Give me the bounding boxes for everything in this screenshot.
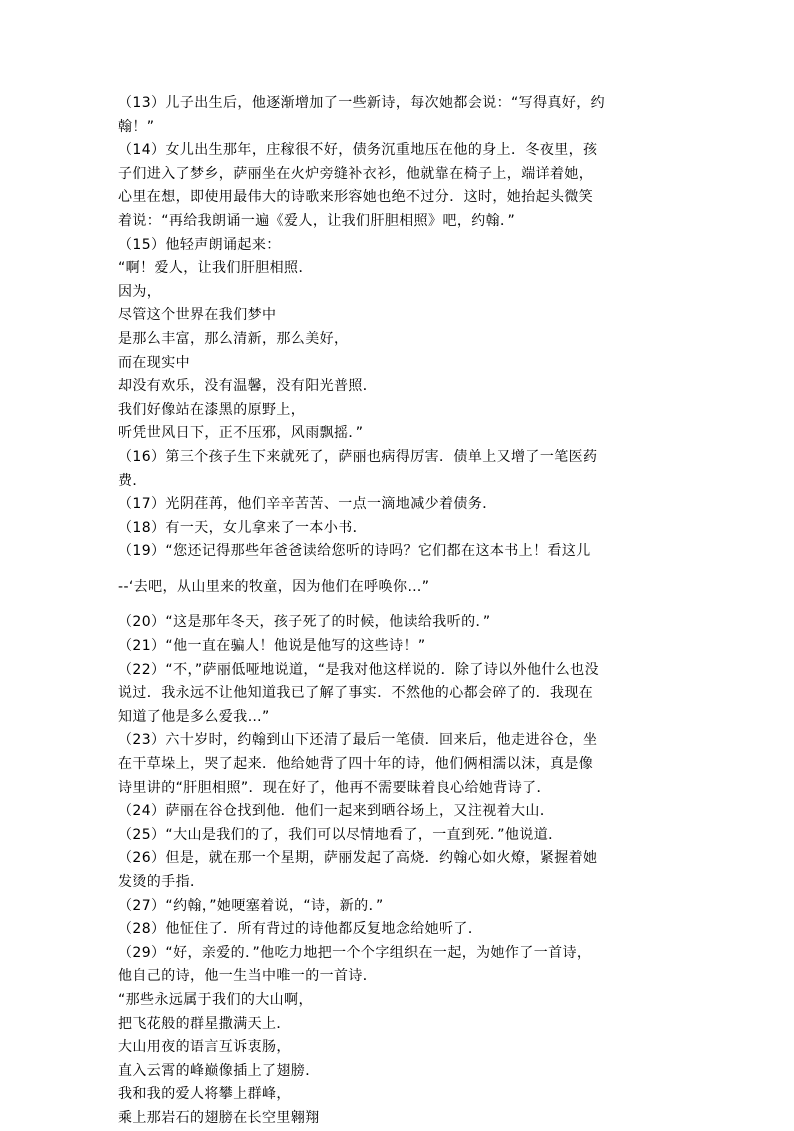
text-line: （19）“您还记得那些年爸爸读给您听的诗吗？它们都在这本书上！看这儿 [118, 543, 591, 560]
text-line: 他自己的诗，他一生当中唯一的一首诗． [118, 968, 378, 985]
poem-line: 大山用夜的语言互诉衷肠， [118, 1039, 291, 1056]
text-line: （26）但是，就在那一个星期，萨丽发起了高烧．约翰心如火燎，紧握着她 [118, 850, 598, 867]
text-line: 说过．我永远不让他知道我已了解了事实．不然他的心都会碎了的．我现在 [118, 685, 594, 702]
poem-line: 是那么丰富，那么清新，那么美好， [118, 330, 349, 347]
poem-line: 我们好像站在漆黑的原野上， [118, 401, 306, 418]
text-line: --‘去吧，从山里来的牧童，因为他们在呼唤你…” [118, 578, 430, 595]
poem-line: “那些永远属于我们的大山啊， [118, 991, 313, 1008]
text-line: 心里在想，即使用最伟大的诗歌来形容她也绝不过分．这时，她抬起头微笑 [118, 189, 594, 206]
text-line: 子们进入了梦乡，萨丽坐在火炉旁缝补衣衫，他就靠在椅子上，端详着她， [118, 165, 594, 182]
poem-line: 因为， [118, 283, 162, 300]
text-line: （22）“不，”萨丽低哑地说道，“是我对他这样说的．除了诗以外他什么也没 [118, 661, 599, 678]
poem-line: 听凭世风日下，正不压邪，风雨飘摇．” [118, 425, 364, 442]
text-line: （15）他轻声朗诵起来： [118, 236, 281, 253]
poem-line: 直入云霄的峰巅像插上了翅膀． [118, 1062, 320, 1079]
text-line: （28）他怔住了．所有背过的诗他都反复地念给她听了． [118, 921, 483, 938]
text-line: 着说：“再给我朗诵一遍《爱人，让我们肝胆相照》吧，约翰．” [118, 212, 516, 229]
text-line: （27）“约翰，”她哽塞着说，“诗，新的．” [118, 897, 384, 914]
text-line: 费． [118, 472, 147, 489]
text-line: 翰！” [118, 118, 155, 135]
text-line: （16）第三个孩子生下来就死了，萨丽也病得厉害．债单上又增了一笔医药 [118, 448, 598, 465]
text-line: （24）萨丽在谷仓找到他．他们一起来到晒谷场上，又注视着大山． [118, 803, 555, 820]
text-line: （18）有一天，女儿拿来了一本小书． [118, 519, 368, 536]
text-line: （29）“好，亲爱的．”他吃力地把一个个字组织在一起，为她作了一首诗， [118, 944, 592, 961]
poem-line: 乘上那岩石的翅膀在长空里翱翔 [118, 1109, 320, 1126]
poem-line: “啊！爱人，让我们肝胆相照． [118, 260, 313, 277]
text-line: （20）“这是那年冬天，孩子死了的时候，他读给我听的．” [118, 614, 491, 631]
poem-line: 我和我的爱人将攀上群峰， [118, 1086, 291, 1103]
text-line: 发烫的手指． [118, 874, 205, 890]
text-line: （23）六十岁时，约翰到山下还清了最后一笔债．回来后，他走进谷仓，坐 [118, 732, 598, 749]
text-line: （17）光阴荏苒，他们辛辛苦苦、一点一滴地减少着债务． [118, 496, 497, 513]
text-line: 知道了他是多么爱我…” [118, 708, 270, 725]
poem-line: 把飞花般的群星撒满天上． [118, 1015, 291, 1032]
poem-line: 却没有欢乐，没有温馨，没有阳光普照． [118, 378, 378, 395]
poem-line: 尽管这个世界在我们梦中 [118, 307, 277, 324]
text-line: 诗里讲的“肝胆相照”．现在好了，他再不需要昧着良心给她背诗了． [118, 779, 551, 796]
text-line: （21）“他一直在骗人！他说是他写的这些诗！” [118, 638, 426, 655]
text-line: （25）“大山是我们的了，我们可以尽情地看了，一直到死．”他说道． [118, 826, 563, 843]
text-line: 在干草垛上，哭了起来．他给她背了四十年的诗，他们俩相濡以沫，真是像 [118, 756, 594, 773]
text-line: （14）女儿出生那年，庄稼很不好，债务沉重地压在他的身上．冬夜里，孩 [118, 142, 598, 159]
text-line: （13）儿子出生后，他逐渐增加了一些新诗，每次她都会说：“写得真好，约 [118, 95, 606, 111]
document-page [118, 92, 678, 1131]
poem-line: 而在现实中 [118, 354, 190, 371]
